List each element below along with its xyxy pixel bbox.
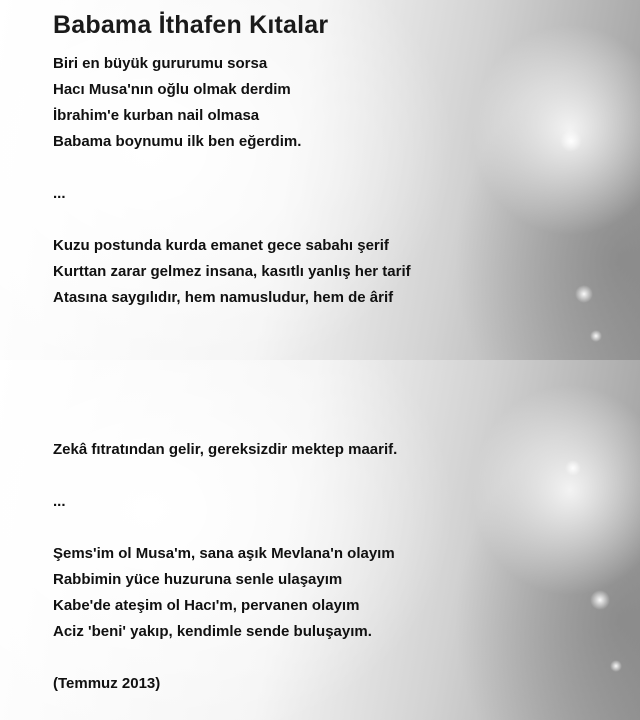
poem-lines-bottom — [53, 411, 397, 697]
poem-line: Hacı Musa'nın oğlu olmak derdim — [53, 81, 291, 98]
poem-line — [53, 155, 411, 181]
sparkle-decoration — [590, 590, 610, 610]
poem-line — [53, 645, 397, 671]
poem-line: Aciz 'beni' yakıp, kendimle sende buluşayım. — [53, 623, 372, 640]
poem-lines-top — [53, 51, 411, 311]
poem-line: Zekâ fıtratından gelir, gereksizdir mektep maarif. — [53, 441, 398, 458]
sparkle-decoration — [590, 330, 602, 342]
poem-line: Atasına saygılıdır, hem namusludur, hem de ârif — [53, 289, 394, 306]
poem-line — [53, 207, 411, 233]
sparkle-decoration — [575, 285, 593, 303]
poem-line: Babama boynumu ilk ben eğerdim. — [53, 133, 302, 150]
poem-image-bottom — [0, 360, 640, 720]
poem-line: Rabbimin yüce huzuruna senle ulaşayım — [53, 571, 343, 588]
poem-line — [53, 463, 397, 489]
sparkle-decoration — [610, 660, 622, 672]
poem-line: Kuzu postunda kurda emanet gece sabahı şerif — [53, 237, 389, 254]
sparkle-decoration — [565, 460, 581, 476]
poem-line: İbrahim'e kurban nail olmasa — [53, 107, 260, 124]
poem-title: Babama İthafen Kıtalar — [53, 11, 329, 39]
poem-line: ... — [53, 185, 66, 202]
poem-line: Şems'im ol Musa'm, sana aşık Mevlana'n olayım — [53, 545, 395, 562]
sparkle-decoration — [560, 130, 582, 152]
poem-line: ... — [53, 493, 66, 510]
poem-line — [53, 515, 397, 541]
poem-line: (Temmuz 2013) — [53, 675, 161, 692]
poem-line: Kurttan zarar gelmez insana, kasıtlı yanlış her tarif — [53, 263, 411, 280]
poem-line: Biri en büyük gururumu sorsa — [53, 55, 268, 72]
poem-line: Kabe'de ateşim ol Hacı'm, pervanen olayım — [53, 597, 360, 614]
poem-line — [53, 411, 397, 437]
